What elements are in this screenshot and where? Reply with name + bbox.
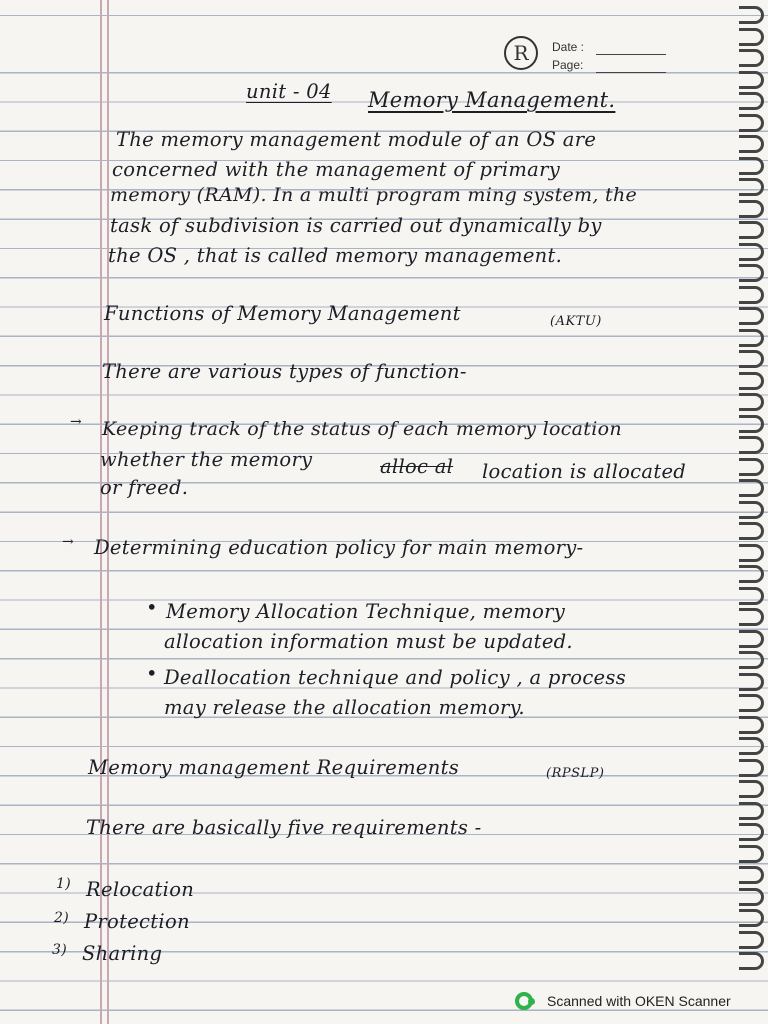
spiral-ring (739, 694, 764, 712)
intro-line-3: memory (RAM). In a multi program ming system, the (110, 184, 638, 206)
spiral-ring (739, 931, 764, 949)
spiral-ring (739, 802, 764, 820)
spiral-ring (739, 71, 764, 89)
spiral-binding (738, 0, 768, 1000)
spiral-ring (739, 651, 764, 669)
spiral-ring (739, 329, 764, 347)
spiral-ring (739, 157, 764, 175)
date-line (596, 54, 666, 55)
requirement-number: 3) (52, 942, 67, 958)
spiral-ring (739, 716, 764, 734)
spiral-ring (739, 415, 764, 433)
point-1-line-1: Keeping track of the status of each memory location (102, 418, 622, 440)
page-line (596, 72, 666, 73)
bullet-1-line-2: allocation information must be updated. (164, 630, 573, 653)
spiral-ring (739, 135, 764, 153)
point-1-line-3: or freed. (100, 476, 189, 499)
spiral-ring (739, 673, 764, 691)
spiral-ring (739, 780, 764, 798)
spiral-ring (739, 307, 764, 325)
spiral-ring (739, 350, 764, 368)
spiral-ring (739, 243, 764, 261)
spiral-ring (739, 501, 764, 519)
spiral-ring (739, 608, 764, 626)
functions-lead: There are various types of function- (102, 360, 467, 383)
bullet-icon: • (146, 662, 158, 685)
bullet-2-line-1: Deallocation technique and policy , a process (164, 666, 626, 689)
date-page-box (500, 34, 675, 80)
spiral-ring (739, 888, 764, 906)
spiral-ring (739, 630, 764, 648)
spiral-ring (739, 28, 764, 46)
spiral-ring (739, 372, 764, 390)
spiral-ring (739, 823, 764, 841)
requirements-tag: (RPSLP) (546, 766, 605, 781)
spiral-ring (739, 522, 764, 540)
point-1-line-2a: whether the memory (100, 448, 313, 471)
spiral-ring (739, 458, 764, 476)
intro-line-1: The memory management module of an OS are (116, 128, 597, 151)
bullet-2-line-2: may release the allocation memory. (164, 696, 525, 719)
point-1-struck-word: alloc al (380, 455, 454, 478)
spiral-ring (739, 264, 764, 282)
scanner-watermark-text: Scanned with OKEN Scanner (547, 993, 731, 1009)
page-label: Page: (552, 58, 584, 72)
spiral-ring (739, 544, 764, 562)
spiral-ring (739, 178, 764, 196)
requirement-item: Sharing (82, 942, 163, 965)
spiral-ring (739, 866, 764, 884)
spiral-ring (739, 952, 764, 970)
requirement-number: 2) (54, 910, 69, 926)
functions-tag: (AKTU) (550, 314, 602, 329)
spiral-ring (739, 845, 764, 863)
bullet-1-line-1: Memory Allocation Technique, memory (166, 600, 566, 623)
date-label: Date : (552, 40, 585, 54)
page-title: Memory Management. (368, 88, 616, 112)
spiral-ring (739, 92, 764, 110)
requirement-number: 1) (56, 876, 71, 892)
spiral-ring (739, 479, 764, 497)
functions-heading: Functions of Memory Management (104, 302, 461, 325)
spiral-ring (739, 200, 764, 218)
arrow-icon: → (62, 534, 75, 550)
point-1-line-2b: location is allocated (482, 460, 687, 483)
spiral-ring (739, 114, 764, 132)
scanner-logo-icon (515, 992, 533, 1010)
spiral-ring (739, 759, 764, 777)
intro-line-4: task of subdivision is carried out dynamically by (110, 214, 602, 237)
requirement-item: Relocation (86, 878, 195, 901)
point-2: Determining education policy for main memory- (94, 536, 584, 559)
requirements-lead: There are basically five requirements - (86, 816, 482, 839)
spiral-ring (739, 286, 764, 304)
unit-number: unit - 04 (246, 80, 332, 103)
requirements-heading: Memory management Requirements (88, 756, 460, 779)
spiral-ring (739, 6, 764, 24)
intro-line-2: concerned with the management of primary (112, 158, 561, 181)
requirement-item: Protection (84, 910, 190, 933)
spiral-ring (739, 221, 764, 239)
spiral-ring (739, 565, 764, 583)
intro-line-5: the OS , that is called memory management. (108, 244, 563, 267)
scanner-watermark (515, 990, 731, 1012)
spiral-ring (739, 909, 764, 927)
spiral-ring (739, 49, 764, 67)
spiral-ring (739, 393, 764, 411)
brand-logo-icon: R (504, 36, 538, 70)
spiral-ring (739, 436, 764, 454)
arrow-icon: → (70, 414, 83, 430)
spiral-ring (739, 587, 764, 605)
bullet-icon: • (146, 596, 158, 619)
spiral-ring (739, 737, 764, 755)
